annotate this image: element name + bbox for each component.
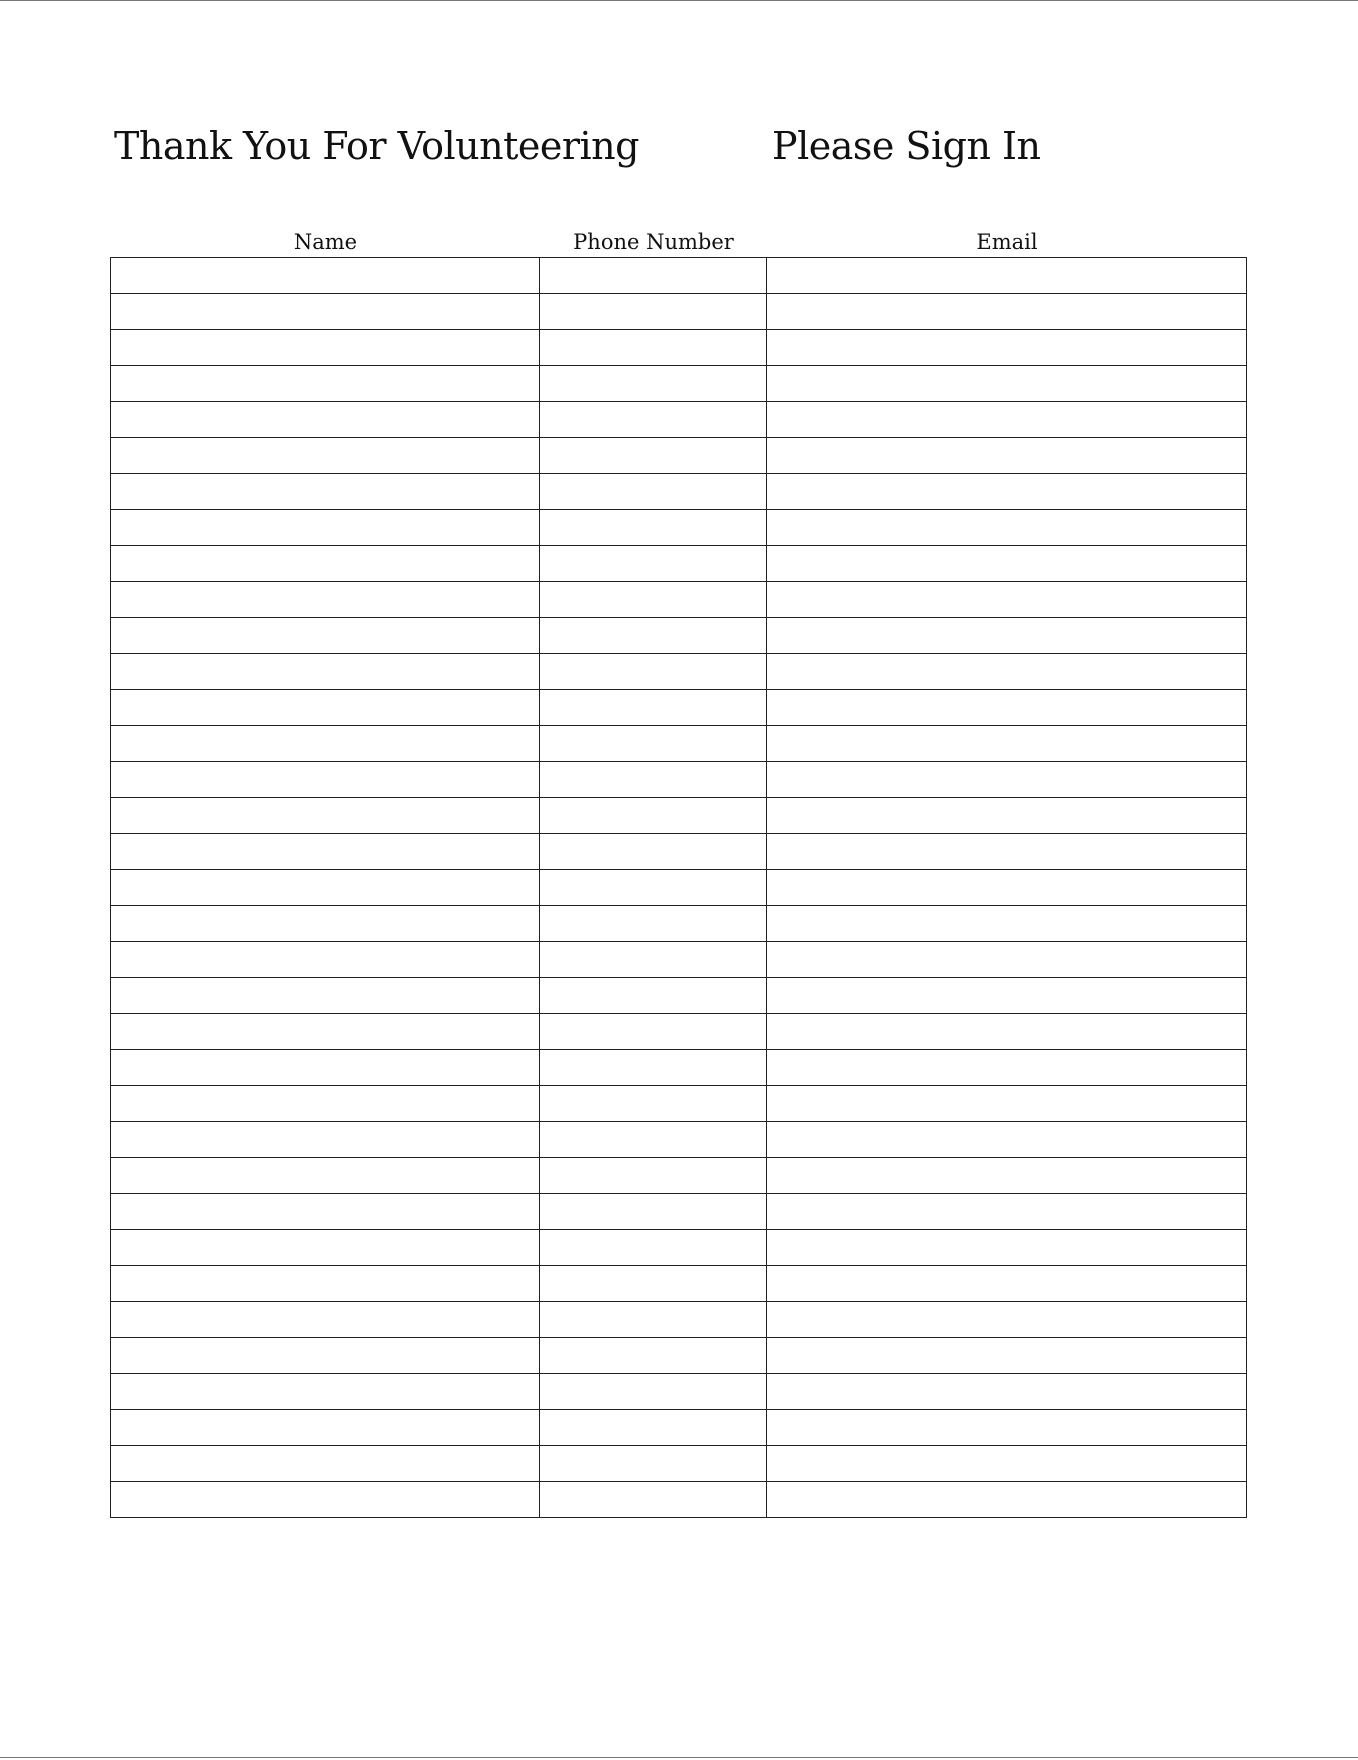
name-cell [111, 402, 540, 438]
phone-number-cell [540, 618, 767, 654]
table-row [111, 690, 1247, 726]
table-row [111, 258, 1247, 294]
name-cell [111, 942, 540, 978]
email-cell [767, 1050, 1247, 1086]
name-cell [111, 1014, 540, 1050]
email-cell [767, 978, 1247, 1014]
name-cell [111, 546, 540, 582]
phone-number-cell [540, 1266, 767, 1302]
email-cell [767, 1230, 1247, 1266]
email-cell [767, 1122, 1247, 1158]
table-row [111, 1446, 1247, 1482]
name-cell [111, 1158, 540, 1194]
email-cell [767, 942, 1247, 978]
email-cell [767, 618, 1247, 654]
table-row [111, 870, 1247, 906]
table-row [111, 402, 1247, 438]
phone-number-cell [540, 798, 767, 834]
table-row [111, 906, 1247, 942]
phone-number-cell [540, 402, 767, 438]
table-row [111, 510, 1247, 546]
name-cell [111, 366, 540, 402]
name-cell [111, 1302, 540, 1338]
table-row [111, 1122, 1247, 1158]
phone-number-cell [540, 1194, 767, 1230]
email-cell [767, 690, 1247, 726]
page-title-sign-in: Please Sign In [772, 124, 1041, 168]
email-cell [767, 762, 1247, 798]
name-cell [111, 1050, 540, 1086]
email-cell [767, 1158, 1247, 1194]
phone-number-cell [540, 1338, 767, 1374]
phone-number-cell [540, 294, 767, 330]
phone-number-cell [540, 978, 767, 1014]
phone-number-cell [540, 1014, 767, 1050]
table-row [111, 582, 1247, 618]
email-cell [767, 1482, 1247, 1518]
table-row [111, 1338, 1247, 1374]
page-edge-top [0, 0, 1358, 1]
email-cell [767, 1086, 1247, 1122]
sign-in-table-body [111, 258, 1247, 1518]
name-cell [111, 438, 540, 474]
phone-number-cell [540, 690, 767, 726]
email-cell [767, 870, 1247, 906]
email-cell [767, 510, 1247, 546]
table-row [111, 438, 1247, 474]
page-title-thank-you: Thank You For Volunteering [114, 124, 639, 168]
email-cell [767, 258, 1247, 294]
table-row [111, 1158, 1247, 1194]
table-row [111, 1050, 1247, 1086]
table-row [111, 1374, 1247, 1410]
phone-number-cell [540, 1446, 767, 1482]
table-row [111, 798, 1247, 834]
table-row [111, 330, 1247, 366]
name-cell [111, 330, 540, 366]
phone-number-cell [540, 258, 767, 294]
email-cell [767, 402, 1247, 438]
email-cell [767, 1338, 1247, 1374]
table-row [111, 1086, 1247, 1122]
phone-number-cell [540, 726, 767, 762]
table-row [111, 294, 1247, 330]
phone-number-cell [540, 474, 767, 510]
phone-number-cell [540, 762, 767, 798]
email-cell [767, 1374, 1247, 1410]
table-row [111, 1230, 1247, 1266]
name-cell [111, 726, 540, 762]
phone-number-cell [540, 942, 767, 978]
email-cell [767, 798, 1247, 834]
table-row [111, 1302, 1247, 1338]
email-cell [767, 330, 1247, 366]
name-cell [111, 1194, 540, 1230]
column-header-name: Name [293, 230, 358, 254]
email-cell [767, 1302, 1247, 1338]
phone-number-cell [540, 438, 767, 474]
name-cell [111, 762, 540, 798]
table-row [111, 654, 1247, 690]
email-cell [767, 294, 1247, 330]
name-cell [111, 582, 540, 618]
email-cell [767, 726, 1247, 762]
name-cell [111, 978, 540, 1014]
name-cell [111, 294, 540, 330]
email-cell [767, 438, 1247, 474]
phone-number-cell [540, 1158, 767, 1194]
phone-number-cell [540, 1374, 767, 1410]
email-cell [767, 546, 1247, 582]
email-cell [767, 906, 1247, 942]
name-cell [111, 1482, 540, 1518]
email-cell [767, 1446, 1247, 1482]
email-cell [767, 1014, 1247, 1050]
table-row [111, 726, 1247, 762]
phone-number-cell [540, 330, 767, 366]
table-row [111, 1410, 1247, 1446]
table-row [111, 1014, 1247, 1050]
table-row [111, 366, 1247, 402]
name-cell [111, 474, 540, 510]
name-cell [111, 654, 540, 690]
phone-number-cell [540, 1086, 767, 1122]
table-row [111, 1482, 1247, 1518]
table-row [111, 474, 1247, 510]
email-cell [767, 1266, 1247, 1302]
phone-number-cell [540, 510, 767, 546]
table-row [111, 546, 1247, 582]
phone-number-cell [540, 834, 767, 870]
email-cell [767, 1194, 1247, 1230]
name-cell [111, 690, 540, 726]
name-cell [111, 834, 540, 870]
name-cell [111, 1086, 540, 1122]
name-cell [111, 1122, 540, 1158]
phone-number-cell [540, 366, 767, 402]
name-cell [111, 1338, 540, 1374]
email-cell [767, 654, 1247, 690]
column-header-email: Email [976, 230, 1038, 254]
name-cell [111, 618, 540, 654]
table-row [111, 618, 1247, 654]
phone-number-cell [540, 582, 767, 618]
page-edge-bottom [0, 1757, 1358, 1758]
email-cell [767, 366, 1247, 402]
table-row [111, 942, 1247, 978]
email-cell [767, 582, 1247, 618]
name-cell [111, 870, 540, 906]
name-cell [111, 258, 540, 294]
email-cell [767, 474, 1247, 510]
sign-in-table [110, 257, 1247, 1518]
name-cell [111, 1230, 540, 1266]
table-row [111, 1266, 1247, 1302]
phone-number-cell [540, 546, 767, 582]
name-cell [111, 1446, 540, 1482]
phone-number-cell [540, 1050, 767, 1086]
column-header-phone-number: Phone Number [573, 230, 734, 254]
name-cell [111, 1266, 540, 1302]
phone-number-cell [540, 1302, 767, 1338]
name-cell [111, 510, 540, 546]
table-row [111, 978, 1247, 1014]
email-cell [767, 834, 1247, 870]
phone-number-cell [540, 1482, 767, 1518]
phone-number-cell [540, 906, 767, 942]
table-row [111, 1194, 1247, 1230]
table-row [111, 762, 1247, 798]
name-cell [111, 1374, 540, 1410]
name-cell [111, 1410, 540, 1446]
phone-number-cell [540, 1410, 767, 1446]
name-cell [111, 906, 540, 942]
phone-number-cell [540, 1230, 767, 1266]
phone-number-cell [540, 654, 767, 690]
phone-number-cell [540, 1122, 767, 1158]
email-cell [767, 1410, 1247, 1446]
phone-number-cell [540, 870, 767, 906]
name-cell [111, 798, 540, 834]
table-row [111, 834, 1247, 870]
